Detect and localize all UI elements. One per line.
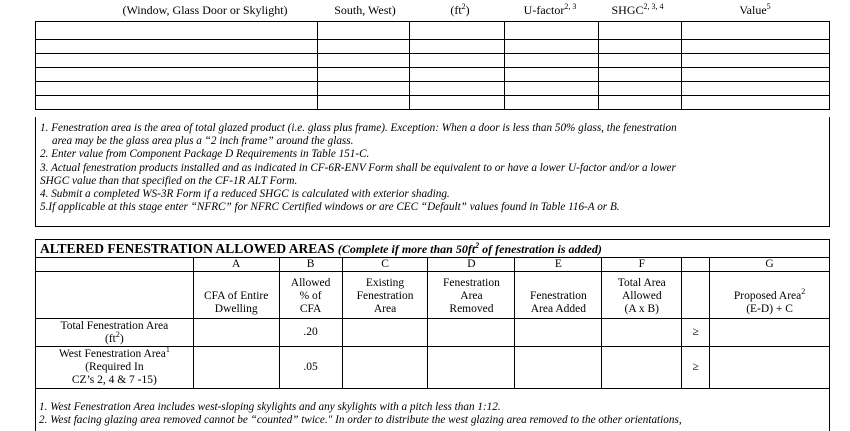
- col-g-line1: Proposed Area: [733, 290, 802, 302]
- col-d-line1: Fenestration: [443, 277, 500, 289]
- shgc-sup: 2, 3, 4: [643, 2, 664, 11]
- col-c-line1: Existing: [365, 277, 405, 289]
- area-unit: (ft: [450, 3, 462, 17]
- existing-area-input[interactable]: [342, 319, 428, 347]
- allowed-pct-total: .20: [279, 319, 342, 347]
- ufactor-sup: 2, 3: [564, 2, 577, 11]
- col-letter-c: C: [342, 258, 428, 272]
- cell[interactable]: [599, 40, 682, 54]
- fenestration-table: [35, 21, 830, 110]
- col-g-sup: 2: [801, 287, 806, 297]
- col-a-line2: Dwelling: [214, 303, 258, 315]
- cell[interactable]: [599, 54, 682, 68]
- ufactor-label: U-factor: [523, 3, 565, 17]
- cell[interactable]: [682, 54, 830, 68]
- cell[interactable]: [409, 68, 505, 82]
- col-letter-e: E: [515, 258, 602, 272]
- cfa-input[interactable]: [193, 319, 279, 347]
- cell[interactable]: [599, 68, 682, 82]
- col-b-line2: % of: [299, 290, 322, 302]
- cell[interactable]: [36, 96, 318, 110]
- col-c-line3: Area: [373, 303, 397, 315]
- col-letter-b: B: [279, 258, 342, 272]
- section-subtitle: (Complete if more than 50ft: [337, 242, 476, 256]
- col-b-line1: Allowed: [290, 277, 331, 289]
- altered-table: [35, 257, 830, 389]
- col-letter-g: G: [710, 258, 830, 272]
- total-area-label: [36, 319, 194, 347]
- value-sup: 5: [766, 2, 771, 11]
- cell: [36, 272, 194, 319]
- table-row: [36, 82, 830, 96]
- west-note-1: 1. West Fenestration Area includes west-sloping skylights and any skylights with a pitch less than 1:12.: [39, 401, 501, 413]
- total-area-row: [36, 319, 830, 347]
- cell[interactable]: [317, 96, 409, 110]
- cell: [682, 258, 710, 272]
- col-b-line3: CFA: [299, 303, 322, 315]
- total-area-unit: (ft: [105, 332, 116, 345]
- col-c-header: [342, 272, 428, 319]
- west-area-label-2: (Required In: [85, 361, 144, 373]
- total-area-unit-close: ): [119, 332, 124, 345]
- cell[interactable]: [409, 22, 505, 40]
- cell[interactable]: [317, 22, 409, 40]
- section-subtitle-end: of fenestration is added): [479, 242, 602, 256]
- west-area-label: [36, 347, 194, 389]
- shgc-header: [595, 3, 680, 17]
- cell[interactable]: [505, 22, 599, 40]
- proposed-area-input[interactable]: [710, 319, 830, 347]
- col-f-line1: Total Area: [617, 277, 666, 289]
- ufactor-header: [505, 3, 595, 17]
- west-note-2: 2. West facing glazing area removed cannot be “counted” twice." In order to distribute the west glazing area removed to the other orientations,: [39, 414, 682, 427]
- area-header: [410, 3, 510, 17]
- west-area-label-1: West Fenestration Area: [58, 348, 166, 360]
- note-5: 5.If applicable at this stage enter “NFRC” for NFRC Certified windows or are CEC “Default” values found in Table 116-A or B.: [40, 201, 620, 214]
- col-f-header: [602, 272, 682, 319]
- col-e-header: [515, 272, 602, 319]
- cell[interactable]: [317, 40, 409, 54]
- cell[interactable]: [599, 96, 682, 110]
- table-row: [36, 22, 830, 40]
- cell[interactable]: [36, 68, 318, 82]
- cell: [36, 258, 194, 272]
- col-c-line2: Fenestration: [356, 290, 414, 302]
- type-header: [100, 3, 310, 17]
- col-f-line3: (A x B): [624, 303, 660, 315]
- cell[interactable]: [682, 96, 830, 110]
- cell[interactable]: [36, 54, 318, 68]
- col-f-line2: Allowed: [621, 290, 662, 302]
- total-area-label-1: Total Fenestration Area: [60, 319, 169, 332]
- table-row: [36, 96, 830, 110]
- cell[interactable]: [682, 82, 830, 96]
- cell[interactable]: [682, 68, 830, 82]
- cell[interactable]: [409, 54, 505, 68]
- table-row: [36, 68, 830, 82]
- note-4: 4. Submit a completed WS-3R Form if a reduced SHGC is calculated with exterior shading.: [40, 188, 450, 201]
- cell[interactable]: [317, 82, 409, 96]
- col-letter-f: F: [602, 258, 682, 272]
- compare-symbol: ≥: [682, 319, 710, 347]
- note-1-cont: area may be the glass area plus a “2 inch frame” around the glass.: [52, 135, 354, 148]
- orientation-header: [320, 3, 410, 17]
- cell[interactable]: [409, 96, 505, 110]
- west-total-allowed-input[interactable]: [602, 347, 682, 389]
- note-2: 2. Enter value from Component Package D Requirements in Table 151-C.: [40, 148, 370, 161]
- col-d-line2: Area: [460, 290, 483, 302]
- cell[interactable]: [317, 54, 409, 68]
- west-area-sup: 1: [165, 345, 170, 355]
- total-allowed-input[interactable]: [602, 319, 682, 347]
- col-g-line2: (E-D) + C: [746, 303, 793, 315]
- cell: [682, 272, 710, 319]
- cell[interactable]: [36, 40, 318, 54]
- area-unit-close: ): [465, 3, 470, 17]
- col-a-header: [193, 272, 279, 319]
- table-row: [36, 54, 830, 68]
- cell[interactable]: [317, 68, 409, 82]
- cell[interactable]: [682, 40, 830, 54]
- west-area-label-3: CZ’s 2, 4 & 7 -15): [71, 374, 157, 386]
- col-a-line1: CFA of Entire: [204, 290, 269, 302]
- notes-block-2: [39, 401, 829, 427]
- header-row: [36, 272, 830, 319]
- notes-block-1: [35, 117, 830, 227]
- cell[interactable]: [599, 22, 682, 40]
- added-area-input[interactable]: [515, 319, 602, 347]
- cell[interactable]: [505, 96, 599, 110]
- shgc-label: SHGC: [611, 3, 644, 17]
- cell[interactable]: [36, 22, 318, 40]
- letters-row: [36, 258, 830, 272]
- section-title: [40, 241, 602, 257]
- cell[interactable]: [505, 82, 599, 96]
- note-3-cont: SHGC value than that specified on the CF-1R ALT Form.: [40, 174, 298, 187]
- cell[interactable]: [599, 82, 682, 96]
- col-e-line1: Fenestration: [529, 290, 587, 302]
- allowed-pct-west: .05: [279, 347, 342, 389]
- cell[interactable]: [36, 82, 318, 96]
- note-3: 3. Actual fenestration products installed and as indicated in CF-6R-ENV Form shall be equivalent to or have a lower U-factor and/or a lower: [40, 161, 676, 174]
- cell[interactable]: [505, 68, 599, 82]
- orientation-label: South, West): [334, 3, 396, 17]
- section-title-text: ALTERED FENESTRATION ALLOWED AREAS: [40, 241, 335, 256]
- cell[interactable]: [682, 22, 830, 40]
- total-area-unit-sup: 2: [115, 329, 120, 339]
- type-note: (Window, Glass Door or Skylight): [122, 3, 288, 17]
- col-d-line3: Removed: [449, 303, 494, 315]
- removed-area-input[interactable]: [428, 319, 515, 347]
- col-d-header: [428, 272, 515, 319]
- table-row: [36, 40, 830, 54]
- cell[interactable]: [505, 40, 599, 54]
- col-b-header: [279, 272, 342, 319]
- cell[interactable]: [505, 54, 599, 68]
- col-letter-d: D: [428, 258, 515, 272]
- value-label: Value: [739, 3, 767, 17]
- cell[interactable]: [409, 40, 505, 54]
- area-unit-sup: 2: [461, 2, 466, 11]
- west-removed-input[interactable]: [428, 347, 515, 389]
- note-1: 1. Fenestration area is the area of total glazed product (i.e. glass plus frame). Exception: When a door is less than 50% glass, the fenestration: [40, 122, 677, 134]
- compare-symbol: ≥: [682, 347, 710, 389]
- col-letter-a: A: [193, 258, 279, 272]
- section-subtitle-sup: 2: [475, 241, 480, 250]
- col-g-header: [710, 272, 830, 319]
- west-cfa-input[interactable]: [193, 347, 279, 389]
- value-header: [680, 3, 830, 17]
- cell[interactable]: [409, 82, 505, 96]
- west-proposed-input[interactable]: [710, 347, 830, 389]
- col-e-line2: Area Added: [530, 303, 586, 315]
- west-added-input[interactable]: [515, 347, 602, 389]
- west-area-row: [36, 347, 830, 389]
- west-existing-input[interactable]: [342, 347, 428, 389]
